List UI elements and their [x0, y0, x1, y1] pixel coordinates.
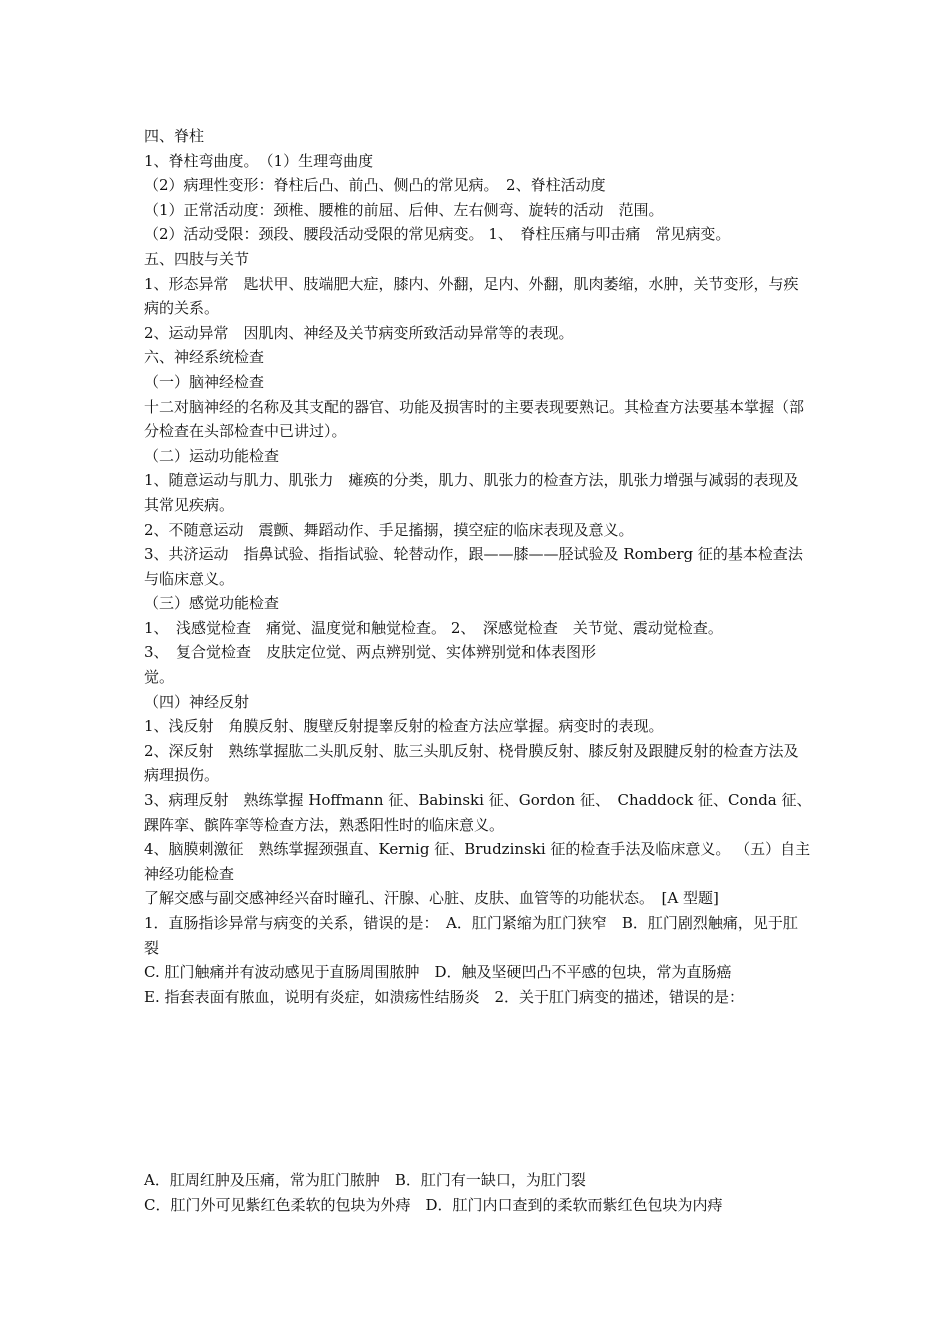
text-line: C. 肛门触痛并有波动感见于直肠周围脓肿 D．触及坚硬凹凸不平感的包块，常为直肠癌 [144, 963, 732, 982]
text-line: 2、不随意运动 震颤、舞蹈动作、手足搐搦，摸空症的临床表现及意义。 [144, 520, 634, 539]
text-line: 2、运动异常 因肌肉、神经及关节病变所致活动异常等的表现。 [144, 323, 574, 342]
text-line: 1、脊柱弯曲度。 （1）生理弯曲度 [144, 151, 374, 170]
text-line: （2）病理性变形：脊柱后凸、前凸、侧凸的常见病。 2、脊柱活动度 [144, 176, 606, 195]
text-line: 3、 复合觉检查 皮肤定位觉、两点辨别觉、实体辨别觉和体表图形 [144, 643, 597, 662]
text-line: （一）脑神经检查 [144, 372, 265, 391]
text-line: 3、病理反射 熟练掌握 Hoffmann 征、Babinski 征、Gordon 征、 Chaddock 征、Conda 征、踝阵挛、髌阵挛等检查方法，熟悉阳性时的临床意义。 [144, 791, 812, 834]
text-line: 1．直肠指诊异常与病变的关系，错误的是： A．肛门紧缩为肛门狭窄 B．肛门剧烈触痛，见于肛裂 [144, 914, 798, 957]
text-line: （2）活动受限：颈段、腰段活动受限的常见病变。 1、 脊柱压痛与叩击痛 常见病变。 [144, 225, 731, 244]
text-line: 2、深反射 熟练掌握肱二头肌反射、肱三头肌反射、桡骨膜反射、膝反射及跟腱反射的检查方法及病理损伤。 [144, 741, 799, 785]
text-line: 3、共济运动 指鼻试验、指指试验、轮替动作，跟——膝——胫试验及 Romberg 征的基本检查法与临床意义。 [144, 545, 803, 588]
text-line: 1、形态异常 匙状甲、肢端肥大症，膝内、外翻，足内、外翻，肌肉萎缩，水肿，关节变形，与疾病的关系。 [144, 274, 799, 318]
text-line: 1、随意运动与肌力、肌张力 瘫痪的分类，肌力、肌张力的检查方法，肌张力增强与减弱的表现及其常见疾病。 [144, 471, 799, 514]
text-line: 觉。 [144, 668, 175, 687]
text-line: 1、 浅感觉检查 痛觉、温度觉和触觉检查。 2、 深感觉检查 关节觉、震动觉检查。 [144, 618, 723, 637]
text-line: （1）正常活动度：颈椎、腰椎的前屈、后伸、左右侧弯、旋转的活动 范围。 [144, 200, 664, 219]
text-line: E. 指套表面有脓血，说明有炎症，如溃疡性结肠炎 2．关于肛门病变的描述，错误的是： [144, 987, 745, 1006]
text-line: 六、神经系统检查 [144, 348, 265, 367]
text-line: 4、脑膜刺激征 熟练掌握颈强直、Kernig 征、Brudzinski 征的检查手法及临床意义。 （五）自主神经功能检查 [144, 840, 811, 883]
text-line: 五、四肢与关节 [144, 249, 250, 268]
text-line: 1、浅反射 角膜反射、腹壁反射提睾反射的检查方法应掌握。病变时的表现。 [144, 717, 664, 736]
text-line: （三）感觉功能检查 [144, 594, 280, 613]
text-line: 十二对脑神经的名称及其支配的器官、功能及损害时的主要表现要熟记。其检查方法要基本掌握（部分检查在头部检查中已讲过）。 [144, 397, 805, 441]
lower-text-block [144, 1168, 812, 1217]
text-line: C．肛门外可见紫红色柔软的包块为外痔 D．肛门内口查到的柔软而紫红色包块为内痔 [144, 1195, 723, 1214]
text-line: 了解交感与副交感神经兴奋时瞳孔、汗腺、心脏、皮肤、血管等的功能状态。 [A 型题] [144, 889, 719, 908]
text-line: （四）神经反射 [144, 692, 250, 711]
text-line: 四、脊柱 [144, 127, 205, 145]
upper-text-block [144, 124, 812, 1009]
text-line: （二）运动功能检查 [144, 446, 280, 465]
text-line: A．肛周红肿及压痛，常为肛门脓肿 B．肛门有一缺口，为肛门裂 [144, 1171, 586, 1189]
